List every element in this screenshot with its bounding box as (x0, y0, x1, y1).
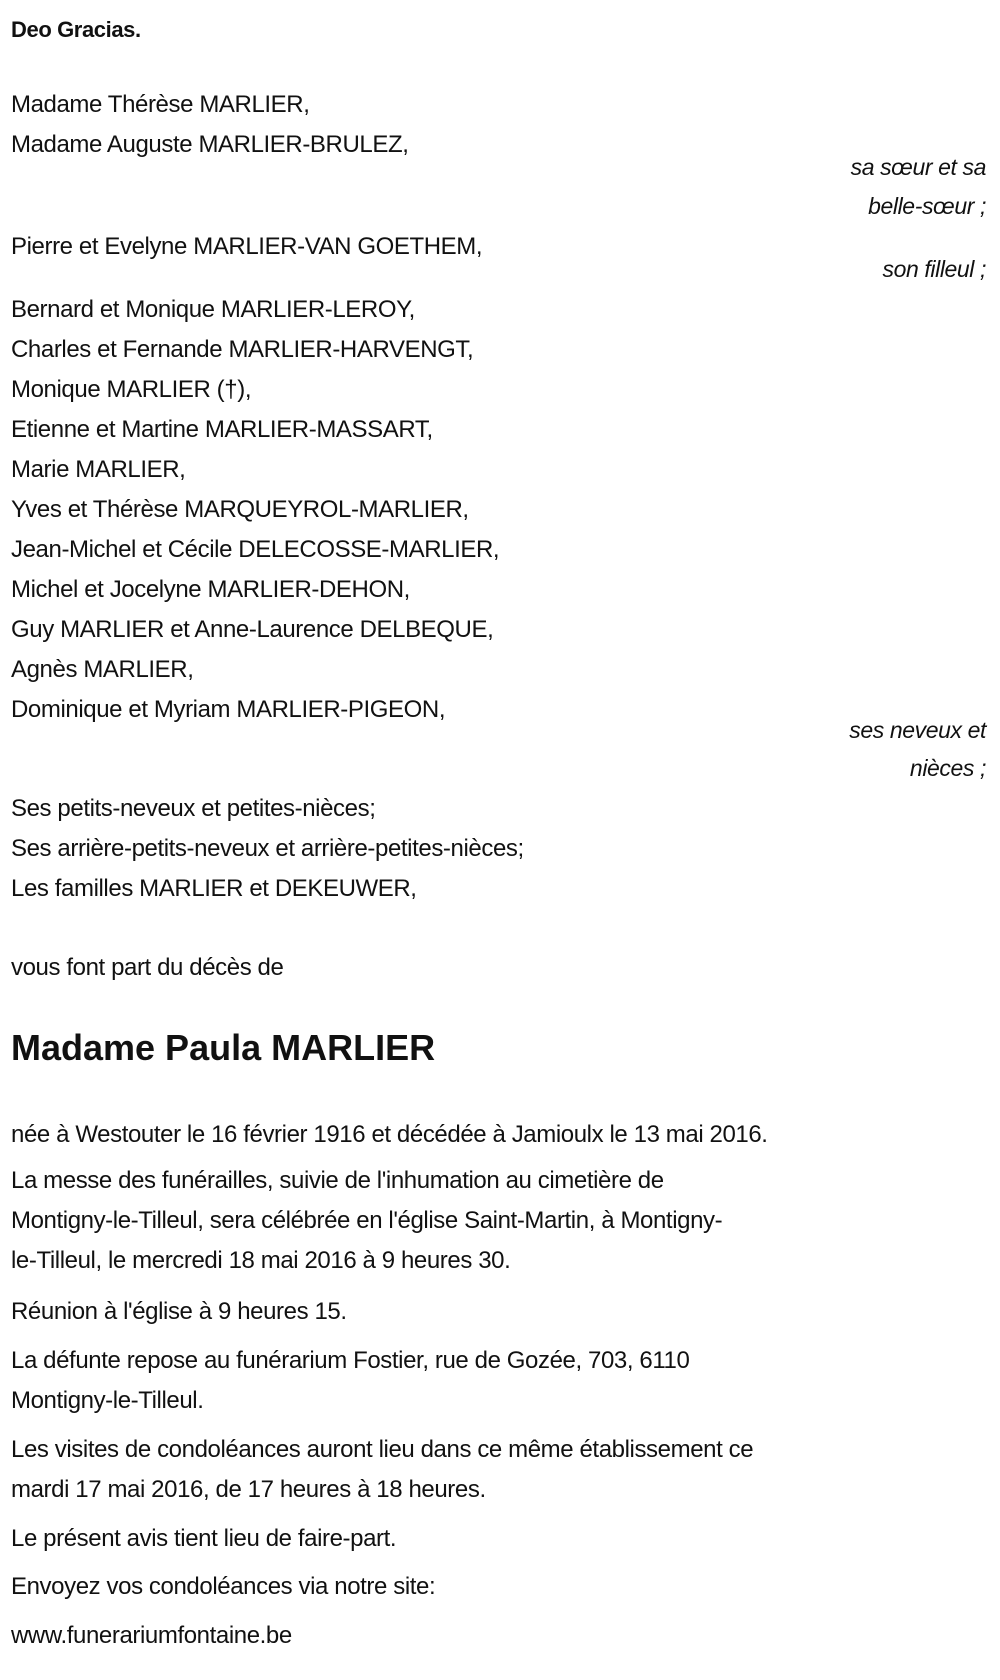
paragraph-visits (11, 1430, 986, 1510)
deceased-name: Madame Paula MARLIER (11, 1027, 436, 1068)
family-group-sister (11, 85, 986, 165)
paragraph-birth-death (11, 1115, 986, 1155)
family-name: Les familles MARLIER et DEKEUWER, (11, 875, 417, 902)
family-name: Ses arrière-petits-neveux et arrière-petites-nièces; (11, 835, 524, 862)
paragraph-funeral (11, 1161, 986, 1281)
family-name: Madame Thérèse MARLIER, (11, 91, 310, 118)
relation-label: ses neveux et (849, 717, 986, 743)
family-name: Pierre et Evelyne MARLIER-VAN GOETHEM, (11, 233, 483, 260)
paragraph-line: Réunion à l'église à 9 heures 15. (11, 1298, 347, 1325)
paragraph-line: Le présent avis tient lieu de faire-part. (11, 1525, 397, 1552)
family-group-others (11, 789, 986, 909)
family-name: Yves et Thérèse MARQUEYROL-MARLIER, (11, 496, 469, 523)
paragraph-line: La messe des funérailles, suivie de l'inhumation au cimetière de (11, 1167, 664, 1194)
paragraph-line: La défunte repose au funérarium Fostier, rue de Gozée, 703, 6110 (11, 1347, 690, 1374)
family-name: Dominique et Myriam MARLIER-PIGEON, (11, 696, 446, 723)
paragraph-repose (11, 1341, 986, 1421)
family-name: Madame Auguste MARLIER-BRULEZ, (11, 131, 409, 158)
family-name: Jean-Michel et Cécile DELECOSSE-MARLIER, (11, 536, 500, 563)
family-name: Monique MARLIER (†), (11, 376, 252, 403)
family-group-nephews (11, 290, 986, 730)
paragraph-line: Montigny-le-Tilleul, sera célébrée en l'église Saint-Martin, à Montigny- (11, 1207, 723, 1234)
family-name: Charles et Fernande MARLIER-HARVENGT, (11, 336, 474, 363)
relation-label: sa sœur et sa (850, 154, 986, 180)
greeting: Deo Gracias. (11, 17, 141, 42)
relation-label: nièces ; (909, 755, 986, 781)
family-group-godson (11, 227, 986, 267)
family-name: Guy MARLIER et Anne-Laurence DELBEQUE, (11, 616, 494, 643)
paragraph-notice (11, 1519, 986, 1559)
family-name: Agnès MARLIER, (11, 656, 194, 683)
family-name: Michel et Jocelyne MARLIER-DEHON, (11, 576, 410, 603)
paragraph-condolences (11, 1567, 986, 1607)
paragraph-line: le-Tilleul, le mercredi 18 mai 2016 à 9 heures 30. (11, 1247, 511, 1274)
relation-label: son filleul ; (882, 256, 986, 282)
family-name: Etienne et Martine MARLIER-MASSART, (11, 416, 433, 443)
family-name: Bernard et Monique MARLIER-LEROY, (11, 296, 415, 323)
paragraph-line: Montigny-le-Tilleul. (11, 1387, 204, 1414)
paragraph-line: Les visites de condoléances auront lieu dans ce même établissement ce (11, 1436, 754, 1463)
family-name: Marie MARLIER, (11, 456, 186, 483)
paragraph-meeting (11, 1292, 986, 1332)
paragraph-line: mardi 17 mai 2016, de 17 heures à 18 heures. (11, 1476, 486, 1503)
website-link[interactable] (11, 1616, 986, 1656)
family-name: Ses petits-neveux et petites-nièces; (11, 795, 376, 822)
relation-label: belle-sœur ; (868, 193, 986, 219)
paragraph-line: Envoyez vos condoléances via notre site: (11, 1573, 436, 1600)
website-text[interactable]: www.funerariumfontaine.be (11, 1622, 292, 1649)
paragraph-line: née à Westouter le 16 février 1916 et décédée à Jamioulx le 13 mai 2016. (11, 1121, 768, 1148)
announcement: vous font part du décès de (11, 954, 284, 981)
